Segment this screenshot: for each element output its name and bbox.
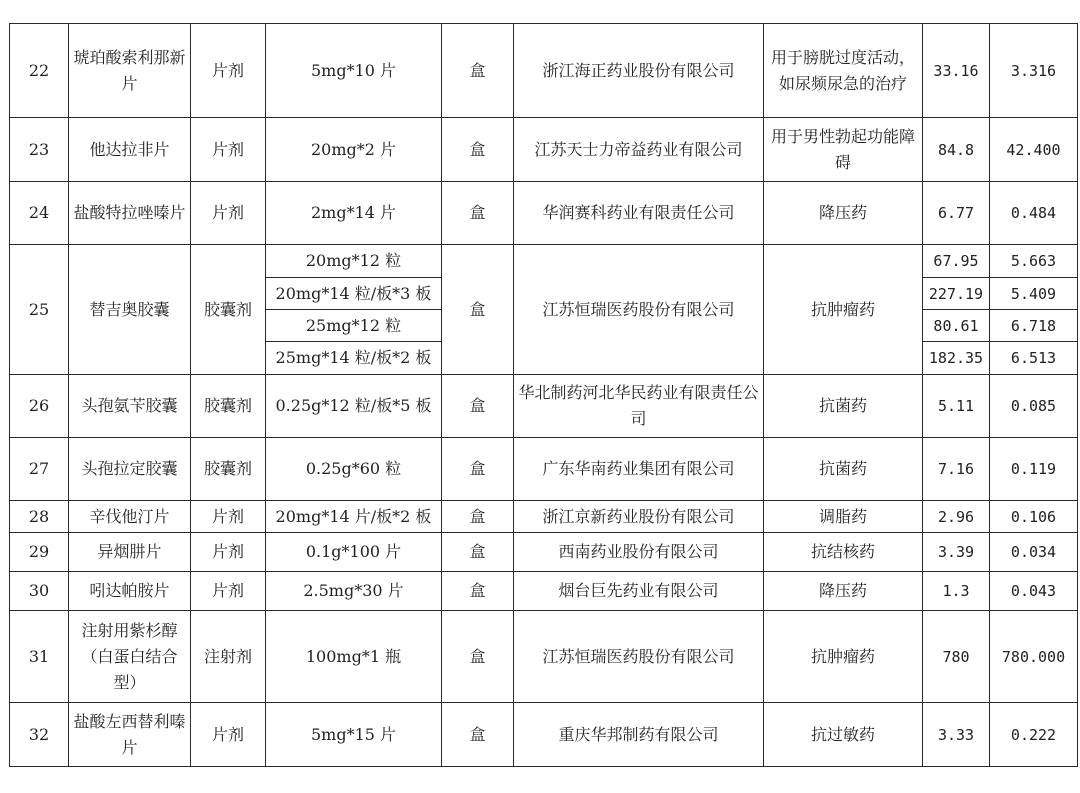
price: 6.77 xyxy=(923,182,990,245)
table-row xyxy=(10,375,1078,438)
price: 1.3 xyxy=(923,572,990,611)
row-number: 32 xyxy=(10,703,69,767)
specification: 5mg*15 片 xyxy=(266,703,442,767)
table-row xyxy=(10,182,1078,245)
dosage-form: 片剂 xyxy=(191,501,266,533)
specification: 2mg*14 片 xyxy=(266,182,442,245)
package-unit: 盒 xyxy=(442,533,514,572)
manufacturer: 江苏天士力帝益药业有限公司 xyxy=(514,118,764,182)
specification: 0.1g*100 片 xyxy=(266,533,442,572)
specification: 20mg*12 粒 xyxy=(266,245,442,278)
dosage-form: 胶囊剂 xyxy=(191,438,266,501)
drug-name: 盐酸左西替利嗪片 xyxy=(69,703,191,767)
manufacturer: 烟台巨先药业有限公司 xyxy=(514,572,764,611)
unit-price: 0.222 xyxy=(990,703,1078,767)
specification: 2.5mg*30 片 xyxy=(266,572,442,611)
table-row xyxy=(10,501,1078,533)
dosage-form: 胶囊剂 xyxy=(191,375,266,438)
unit-price: 3.316 xyxy=(990,24,1078,118)
package-unit: 盒 xyxy=(442,118,514,182)
manufacturer: 华北制药河北华民药业有限责任公司 xyxy=(514,375,764,438)
price: 80.61 xyxy=(923,310,990,342)
price: 227.19 xyxy=(923,278,990,310)
unit-price: 42.400 xyxy=(990,118,1078,182)
drug-name: 头孢拉定胶囊 xyxy=(69,438,191,501)
drug-name: 辛伐他汀片 xyxy=(69,501,191,533)
indication: 用于膀胱过度活动，如尿频尿急的治疗 xyxy=(764,24,923,118)
indication: 抗过敏药 xyxy=(764,703,923,767)
row-number: 26 xyxy=(10,375,69,438)
manufacturer: 华润赛科药业有限责任公司 xyxy=(514,182,764,245)
drug-name: 他达拉非片 xyxy=(69,118,191,182)
specification: 20mg*14 片/板*2 板 xyxy=(266,501,442,533)
unit-price: 0.034 xyxy=(990,533,1078,572)
table-row xyxy=(10,572,1078,611)
manufacturer: 西南药业股份有限公司 xyxy=(514,533,764,572)
indication: 抗结核药 xyxy=(764,533,923,572)
package-unit: 盒 xyxy=(442,438,514,501)
dosage-form: 片剂 xyxy=(191,533,266,572)
package-unit: 盒 xyxy=(442,375,514,438)
unit-price: 6.513 xyxy=(990,342,1078,375)
drug-name: 吲达帕胺片 xyxy=(69,572,191,611)
indication: 调脂药 xyxy=(764,501,923,533)
row-number: 28 xyxy=(10,501,69,533)
specification: 20mg*14 粒/板*3 板 xyxy=(266,278,442,310)
price: 67.95 xyxy=(923,245,990,278)
price: 3.33 xyxy=(923,703,990,767)
specification: 20mg*2 片 xyxy=(266,118,442,182)
price: 84.8 xyxy=(923,118,990,182)
row-number: 31 xyxy=(10,611,69,703)
package-unit: 盒 xyxy=(442,572,514,611)
row-number: 29 xyxy=(10,533,69,572)
drug-name: 替吉奥胶囊 xyxy=(69,245,191,375)
price: 33.16 xyxy=(923,24,990,118)
manufacturer: 浙江海正药业股份有限公司 xyxy=(514,24,764,118)
table-row xyxy=(10,703,1078,767)
indication: 抗菌药 xyxy=(764,375,923,438)
manufacturer: 江苏恒瑞医药股份有限公司 xyxy=(514,611,764,703)
drug-name: 头孢氨苄胶囊 xyxy=(69,375,191,438)
row-number: 30 xyxy=(10,572,69,611)
dosage-form: 片剂 xyxy=(191,182,266,245)
indication: 降压药 xyxy=(764,182,923,245)
unit-price: 6.718 xyxy=(990,310,1078,342)
row-number: 27 xyxy=(10,438,69,501)
unit-price: 5.663 xyxy=(990,245,1078,278)
drug-name: 注射用紫杉醇（白蛋白结合型） xyxy=(69,611,191,703)
price: 2.96 xyxy=(923,501,990,533)
indication: 抗肿瘤药 xyxy=(764,245,923,375)
specification: 25mg*12 粒 xyxy=(266,310,442,342)
indication: 降压药 xyxy=(764,572,923,611)
price: 182.35 xyxy=(923,342,990,375)
table-row xyxy=(10,611,1078,703)
indication: 用于男性勃起功能障碍 xyxy=(764,118,923,182)
row-number: 22 xyxy=(10,24,69,118)
manufacturer: 广东华南药业集团有限公司 xyxy=(514,438,764,501)
unit-price: 0.119 xyxy=(990,438,1078,501)
table-row xyxy=(10,245,1078,278)
price: 5.11 xyxy=(923,375,990,438)
unit-price: 0.085 xyxy=(990,375,1078,438)
manufacturer: 重庆华邦制药有限公司 xyxy=(514,703,764,767)
dosage-form: 片剂 xyxy=(191,24,266,118)
package-unit: 盒 xyxy=(442,611,514,703)
unit-price: 780.000 xyxy=(990,611,1078,703)
drug-name: 盐酸特拉唑嗪片 xyxy=(69,182,191,245)
table-row xyxy=(10,533,1078,572)
specification: 5mg*10 片 xyxy=(266,24,442,118)
package-unit: 盒 xyxy=(442,24,514,118)
table-row xyxy=(10,118,1078,182)
specification: 0.25g*60 粒 xyxy=(266,438,442,501)
price: 7.16 xyxy=(923,438,990,501)
indication: 抗肿瘤药 xyxy=(764,611,923,703)
dosage-form: 片剂 xyxy=(191,572,266,611)
package-unit: 盒 xyxy=(442,245,514,375)
price: 3.39 xyxy=(923,533,990,572)
dosage-form: 胶囊剂 xyxy=(191,245,266,375)
drug-name: 异烟肼片 xyxy=(69,533,191,572)
package-unit: 盒 xyxy=(442,501,514,533)
manufacturer: 江苏恒瑞医药股份有限公司 xyxy=(514,245,764,375)
specification: 25mg*14 粒/板*2 板 xyxy=(266,342,442,375)
table-row xyxy=(10,438,1078,501)
dosage-form: 片剂 xyxy=(191,118,266,182)
specification: 0.25g*12 粒/板*5 板 xyxy=(266,375,442,438)
package-unit: 盒 xyxy=(442,703,514,767)
manufacturer: 浙江京新药业股份有限公司 xyxy=(514,501,764,533)
price: 780 xyxy=(923,611,990,703)
row-number: 23 xyxy=(10,118,69,182)
indication: 抗菌药 xyxy=(764,438,923,501)
specification: 100mg*1 瓶 xyxy=(266,611,442,703)
unit-price: 0.484 xyxy=(990,182,1078,245)
dosage-form: 片剂 xyxy=(191,703,266,767)
unit-price: 0.043 xyxy=(990,572,1078,611)
unit-price: 5.409 xyxy=(990,278,1078,310)
drug-name: 琥珀酸索利那新片 xyxy=(69,24,191,118)
dosage-form: 注射剂 xyxy=(191,611,266,703)
package-unit: 盒 xyxy=(442,182,514,245)
row-number: 25 xyxy=(10,245,69,375)
row-number: 24 xyxy=(10,182,69,245)
unit-price: 0.106 xyxy=(990,501,1078,533)
table-row xyxy=(10,24,1078,118)
drug-price-table xyxy=(9,23,1078,767)
